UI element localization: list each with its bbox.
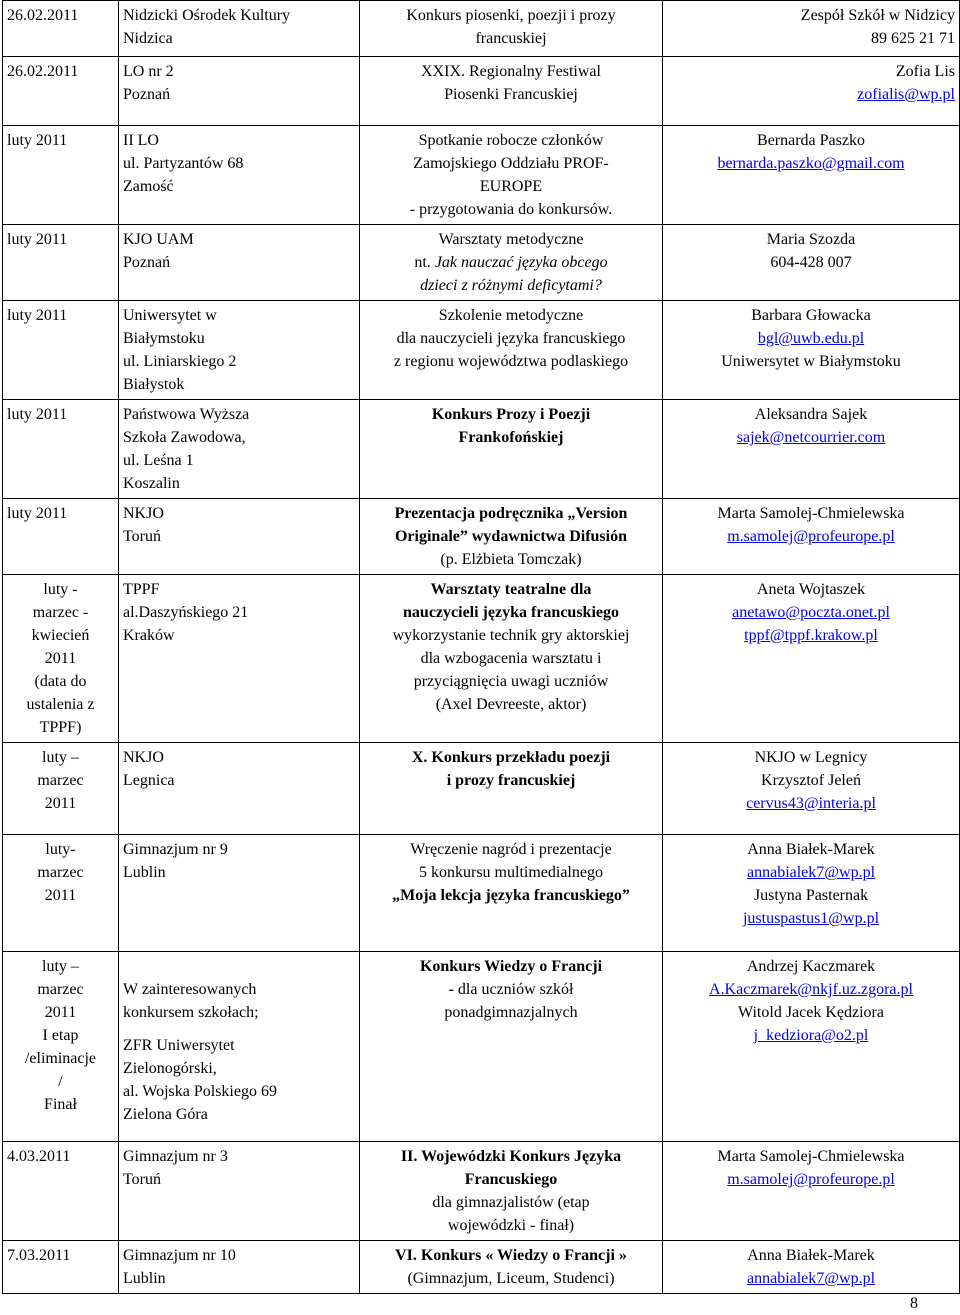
date-text: 2011 bbox=[44, 650, 77, 667]
event-cell bbox=[360, 1, 663, 57]
place-text: Gimnazjum nr 10 bbox=[123, 1247, 236, 1264]
place-text: Szkoła Zawodowa, bbox=[123, 429, 246, 446]
contact-name: Aleksandra Sajek bbox=[754, 406, 868, 423]
date-cell bbox=[3, 400, 119, 499]
table-row bbox=[3, 400, 960, 499]
event-text: Warsztaty metodyczne bbox=[438, 231, 584, 248]
date-cell bbox=[3, 225, 119, 301]
event-cell bbox=[360, 952, 663, 1142]
place-text: ul. Leśna 1 bbox=[123, 452, 194, 469]
table-row bbox=[3, 499, 960, 575]
event-cell bbox=[360, 499, 663, 575]
event-bold-text: „Moja lekcja języka francuskiego” bbox=[392, 887, 630, 904]
date-text: luty- bbox=[45, 841, 76, 858]
email-link[interactable]: bernarda.paszko@gmail.com bbox=[717, 155, 905, 172]
event-text: wykorzystanie technik gry aktorskiej bbox=[392, 627, 630, 644]
place-text: LO nr 2 bbox=[123, 63, 174, 80]
place-cell bbox=[119, 835, 360, 952]
date-text: kwiecień bbox=[31, 627, 90, 644]
date-text: luty - bbox=[43, 581, 78, 598]
contact-cell bbox=[663, 952, 960, 1142]
event-bold-text: X. Konkurs przekładu poezji bbox=[411, 749, 611, 766]
contact-cell bbox=[663, 575, 960, 743]
event-italic-text: dzieci z różnymi deficytami? bbox=[420, 277, 602, 294]
place-text: KJO UAM bbox=[123, 231, 194, 248]
date-text: 2011 bbox=[44, 795, 77, 812]
event-cell bbox=[360, 301, 663, 400]
event-bold-text: II. Wojewódzki Konkurs Języka bbox=[400, 1148, 622, 1165]
date-text: marzec - bbox=[32, 604, 89, 621]
place-text: Zamość bbox=[123, 178, 174, 195]
place-cell bbox=[119, 1142, 360, 1241]
place-text: TPPF bbox=[123, 581, 160, 598]
contact-name: Bernarda Paszko bbox=[757, 132, 865, 149]
table-row bbox=[3, 57, 960, 126]
date-text: 2011 bbox=[44, 887, 77, 904]
date-text: marzec bbox=[37, 772, 84, 789]
event-cell bbox=[360, 835, 663, 952]
date-text: luty 2011 bbox=[7, 231, 68, 248]
event-bold-text: Originale” wydawnictwa Difusión bbox=[394, 528, 627, 545]
place-text: Toruń bbox=[123, 528, 161, 545]
contact-name: Justyna Pasternak bbox=[753, 887, 869, 904]
email-link[interactable]: annabialek7@wp.pl bbox=[746, 1270, 876, 1287]
table-row bbox=[3, 1241, 960, 1294]
place-text: Zielonogórski, bbox=[123, 1060, 217, 1077]
contact-name: Zofia Lis bbox=[895, 63, 955, 80]
event-prefix: nt. bbox=[414, 254, 435, 271]
contact-cell bbox=[663, 835, 960, 952]
place-text: al.Daszyńskiego 21 bbox=[123, 604, 249, 621]
date-text: marzec bbox=[37, 864, 84, 881]
date-cell bbox=[3, 301, 119, 400]
date-cell bbox=[3, 1142, 119, 1241]
event-text: (p. Elżbieta Tomczak) bbox=[440, 551, 582, 568]
place-text: Państwowa Wyższa bbox=[123, 406, 250, 423]
contact-cell bbox=[663, 301, 960, 400]
place-text: Gimnazjum nr 9 bbox=[123, 841, 228, 858]
date-text: / bbox=[58, 1073, 63, 1090]
place-text: NKJO bbox=[123, 749, 164, 766]
place-text: Zielona Góra bbox=[123, 1106, 208, 1123]
event-text: (Gimnazjum, Liceum, Studenci) bbox=[407, 1270, 615, 1287]
event-text bbox=[364, 978, 658, 1001]
page-number: 8 bbox=[910, 1295, 918, 1312]
event-text: francuskiej bbox=[475, 30, 547, 47]
event-cell bbox=[360, 225, 663, 301]
event-bold-text: Francuskiego bbox=[464, 1171, 558, 1188]
event-cell bbox=[360, 575, 663, 743]
table-row bbox=[3, 301, 960, 400]
contact-name: Maria Szozda bbox=[766, 231, 856, 248]
event-cell bbox=[360, 743, 663, 835]
events-table bbox=[2, 0, 960, 1294]
date-cell bbox=[3, 57, 119, 126]
contact-name: Witold Jacek Kędziora bbox=[738, 1004, 884, 1021]
place-cell bbox=[119, 1241, 360, 1294]
email-link[interactable]: j_kedziora@o2.pl bbox=[753, 1027, 869, 1044]
contact-name: Marta Samolej-Chmielewska bbox=[717, 505, 905, 522]
contact-name: Marta Samolej-Chmielewska bbox=[717, 1148, 905, 1165]
date-text: luty – bbox=[42, 958, 79, 975]
place-text: ZFR Uniwersytet bbox=[123, 1037, 235, 1054]
place-text: Gimnazjum nr 3 bbox=[123, 1148, 228, 1165]
place-cell bbox=[119, 57, 360, 126]
place-text: Lublin bbox=[123, 1270, 166, 1287]
contact-name: Aneta Wojtaszek bbox=[756, 581, 866, 598]
table-row bbox=[3, 126, 960, 225]
place-cell bbox=[119, 400, 360, 499]
contact-name: Andrzej Kaczmarek bbox=[746, 958, 876, 975]
event-bold-text: Konkurs Wiedzy o Francji bbox=[419, 958, 603, 975]
contact-org: Uniwersytet w Białymstoku bbox=[721, 353, 901, 370]
event-bold-text: Warsztaty teatralne dla bbox=[430, 581, 592, 598]
date-text: (data do bbox=[34, 673, 87, 690]
contact-name: Anna Białek-Marek bbox=[747, 1247, 875, 1264]
email-link[interactable]: annabialek7@wp.pl bbox=[746, 864, 876, 881]
event-text: Konkurs piosenki, poezji i prozy bbox=[406, 7, 616, 24]
date-text: TPPF) bbox=[39, 719, 82, 736]
date-cell bbox=[3, 126, 119, 225]
place-cell bbox=[119, 225, 360, 301]
email-link[interactable]: sajek@netcourrier.com bbox=[736, 429, 886, 446]
date-text: I etap bbox=[42, 1027, 79, 1044]
event-bold-text: i prozy francuskiej bbox=[446, 772, 576, 789]
email-link[interactable]: zofialis@wp.pl bbox=[857, 86, 955, 103]
place-cell bbox=[119, 952, 360, 1142]
table-row bbox=[3, 952, 960, 1142]
place-text: Toruń bbox=[123, 1171, 161, 1188]
event-bold-text: Konkurs Prozy i Poezji bbox=[431, 406, 591, 423]
date-text: 7.03.2011 bbox=[7, 1247, 71, 1264]
event-text: (Axel Devreeste, aktor) bbox=[435, 696, 587, 713]
table-row bbox=[3, 743, 960, 835]
contact-cell bbox=[663, 126, 960, 225]
email-link[interactable]: justuspastus1@wp.pl bbox=[742, 910, 880, 927]
contact-cell bbox=[663, 225, 960, 301]
place-text: Legnica bbox=[123, 772, 175, 789]
event-text: XXIX. Regionalny Festiwal bbox=[421, 63, 601, 80]
date-cell bbox=[3, 499, 119, 575]
place-cell bbox=[119, 126, 360, 225]
table-row bbox=[3, 835, 960, 952]
date-text: ustalenia z bbox=[26, 696, 95, 713]
contact-cell bbox=[663, 57, 960, 126]
place-text: II LO bbox=[123, 132, 159, 149]
event-text: Spotkanie robocze członków bbox=[418, 132, 604, 149]
email-link[interactable]: tppf@tppf.krakow.pl bbox=[744, 627, 878, 644]
date-text: 2011 bbox=[44, 1004, 77, 1021]
event-cell bbox=[360, 126, 663, 225]
date-text: luty – bbox=[42, 749, 79, 766]
date-text: luty 2011 bbox=[7, 307, 68, 324]
email-link[interactable]: anetawo@poczta.onet.pl bbox=[732, 604, 890, 621]
table-row bbox=[3, 1, 960, 57]
place-text: NKJO bbox=[123, 505, 164, 522]
place-text: al. Wojska Polskiego 69 bbox=[123, 1083, 277, 1100]
place-text: Uniwersytet w bbox=[123, 307, 217, 324]
table-row bbox=[3, 225, 960, 301]
place-text: Nidzicki Ośrodek Kultury bbox=[123, 7, 291, 24]
event-bold-text: Prezentacja podręcznika „Version bbox=[394, 505, 628, 522]
email-link[interactable]: bgl@uwb.edu.pl bbox=[757, 330, 865, 347]
date-cell bbox=[3, 1, 119, 57]
date-text: Finał bbox=[44, 1096, 77, 1113]
place-text: Białymstoku bbox=[123, 330, 205, 347]
date-text: luty 2011 bbox=[7, 132, 68, 149]
date-text: 4.03.2011 bbox=[7, 1148, 71, 1165]
date-text: /eliminacje bbox=[24, 1050, 97, 1067]
date-cell bbox=[3, 952, 119, 1142]
table-row bbox=[3, 575, 960, 743]
event-bold-text: nauczycieli języka francuskiego bbox=[403, 604, 619, 621]
place-text: Koszalin bbox=[123, 475, 180, 492]
event-bold-text: VI. Konkurs « Wiedzy o Francji » bbox=[395, 1247, 627, 1264]
event-text: 5 konkursu multimedialnego bbox=[419, 864, 603, 881]
date-text: 26.02.2011 bbox=[7, 63, 79, 80]
place-text: Poznań bbox=[123, 254, 171, 271]
contact-cell bbox=[663, 743, 960, 835]
event-italic-text: Jak nauczać języka obcego bbox=[434, 254, 608, 271]
place-cell bbox=[119, 301, 360, 400]
contact-phone: 604-428 007 bbox=[770, 254, 852, 271]
contact-name: NKJO w Legnicy bbox=[754, 749, 868, 766]
event-text: dla wzbogacenia warsztatu i bbox=[420, 650, 602, 667]
contact-cell bbox=[663, 1241, 960, 1294]
place-text: ul. Partyzantów 68 bbox=[123, 155, 244, 172]
contact-name: Anna Białek-Marek bbox=[747, 841, 875, 858]
event-text: Zamojskiego Oddziału PROF- bbox=[413, 155, 609, 172]
place-text: Białystok bbox=[123, 376, 185, 393]
place-text: ul. Liniarskiego 2 bbox=[123, 353, 237, 370]
contact-cell bbox=[663, 1142, 960, 1241]
event-cell bbox=[360, 1241, 663, 1294]
contact-name: Krzysztof Jeleń bbox=[761, 772, 861, 789]
event-text: wojewódzki - finał) bbox=[447, 1217, 575, 1234]
event-text: ponadgimnazjalnych bbox=[444, 1004, 578, 1021]
contact-cell bbox=[663, 499, 960, 575]
date-cell bbox=[3, 743, 119, 835]
table-row bbox=[3, 1142, 960, 1241]
contact-name: Barbara Głowacka bbox=[751, 307, 871, 324]
date-text: luty 2011 bbox=[7, 505, 68, 522]
date-cell bbox=[3, 835, 119, 952]
place-cell bbox=[119, 743, 360, 835]
place-text: konkursem szkołach; bbox=[123, 1004, 259, 1021]
event-text: Wręczenie nagród i prezentacje bbox=[410, 841, 612, 858]
event-text-part: dla uczniów szkół bbox=[457, 981, 574, 998]
email-link[interactable]: m.samolej@profeurope.pl bbox=[727, 1171, 895, 1188]
contact-text: Zespół Szkół w Nidzicy bbox=[800, 7, 955, 24]
place-text: Nidzica bbox=[123, 30, 173, 47]
email-link[interactable]: cervus43@interia.pl bbox=[746, 795, 876, 812]
contact-cell bbox=[663, 400, 960, 499]
date-cell bbox=[3, 1241, 119, 1294]
place-cell bbox=[119, 575, 360, 743]
event-cell bbox=[360, 1142, 663, 1241]
event-text: EUROPE bbox=[479, 178, 543, 195]
place-cell bbox=[119, 499, 360, 575]
event-text: Szkolenie metodyczne bbox=[438, 307, 584, 324]
contact-text: 89 625 21 71 bbox=[871, 30, 955, 47]
place-text: Poznań bbox=[123, 86, 171, 103]
email-link[interactable]: A.Kaczmarek@nkjf.uz.zgora.pl bbox=[709, 981, 913, 998]
event-cell bbox=[360, 57, 663, 126]
event-text: dla gimnazjalistów (etap bbox=[432, 1194, 590, 1211]
contact-cell bbox=[663, 1, 960, 57]
date-text: 26.02.2011 bbox=[7, 7, 79, 24]
email-link[interactable]: m.samolej@profeurope.pl bbox=[727, 528, 895, 545]
date-cell bbox=[3, 575, 119, 743]
event-text: dla nauczycieli języka francuskiego bbox=[396, 330, 626, 347]
event-text: Piosenki Francuskiej bbox=[444, 86, 578, 103]
date-text: marzec bbox=[37, 981, 84, 998]
event-bold-text: Frankofońskiej bbox=[458, 429, 564, 446]
event-text bbox=[364, 251, 658, 274]
event-cell bbox=[360, 400, 663, 499]
place-text: W zainteresowanych bbox=[123, 981, 257, 998]
date-text: luty 2011 bbox=[7, 406, 68, 423]
spacer bbox=[123, 1024, 355, 1034]
event-bold-prefix: - bbox=[448, 981, 458, 998]
place-text: Lublin bbox=[123, 864, 166, 881]
place-text: Kraków bbox=[123, 627, 175, 644]
event-text: - przygotowania do konkursów. bbox=[409, 201, 613, 218]
event-text: przyciągnięcia uwagi uczniów bbox=[413, 673, 609, 690]
place-cell bbox=[119, 1, 360, 57]
event-text: z regionu województwa podlaskiego bbox=[393, 353, 629, 370]
